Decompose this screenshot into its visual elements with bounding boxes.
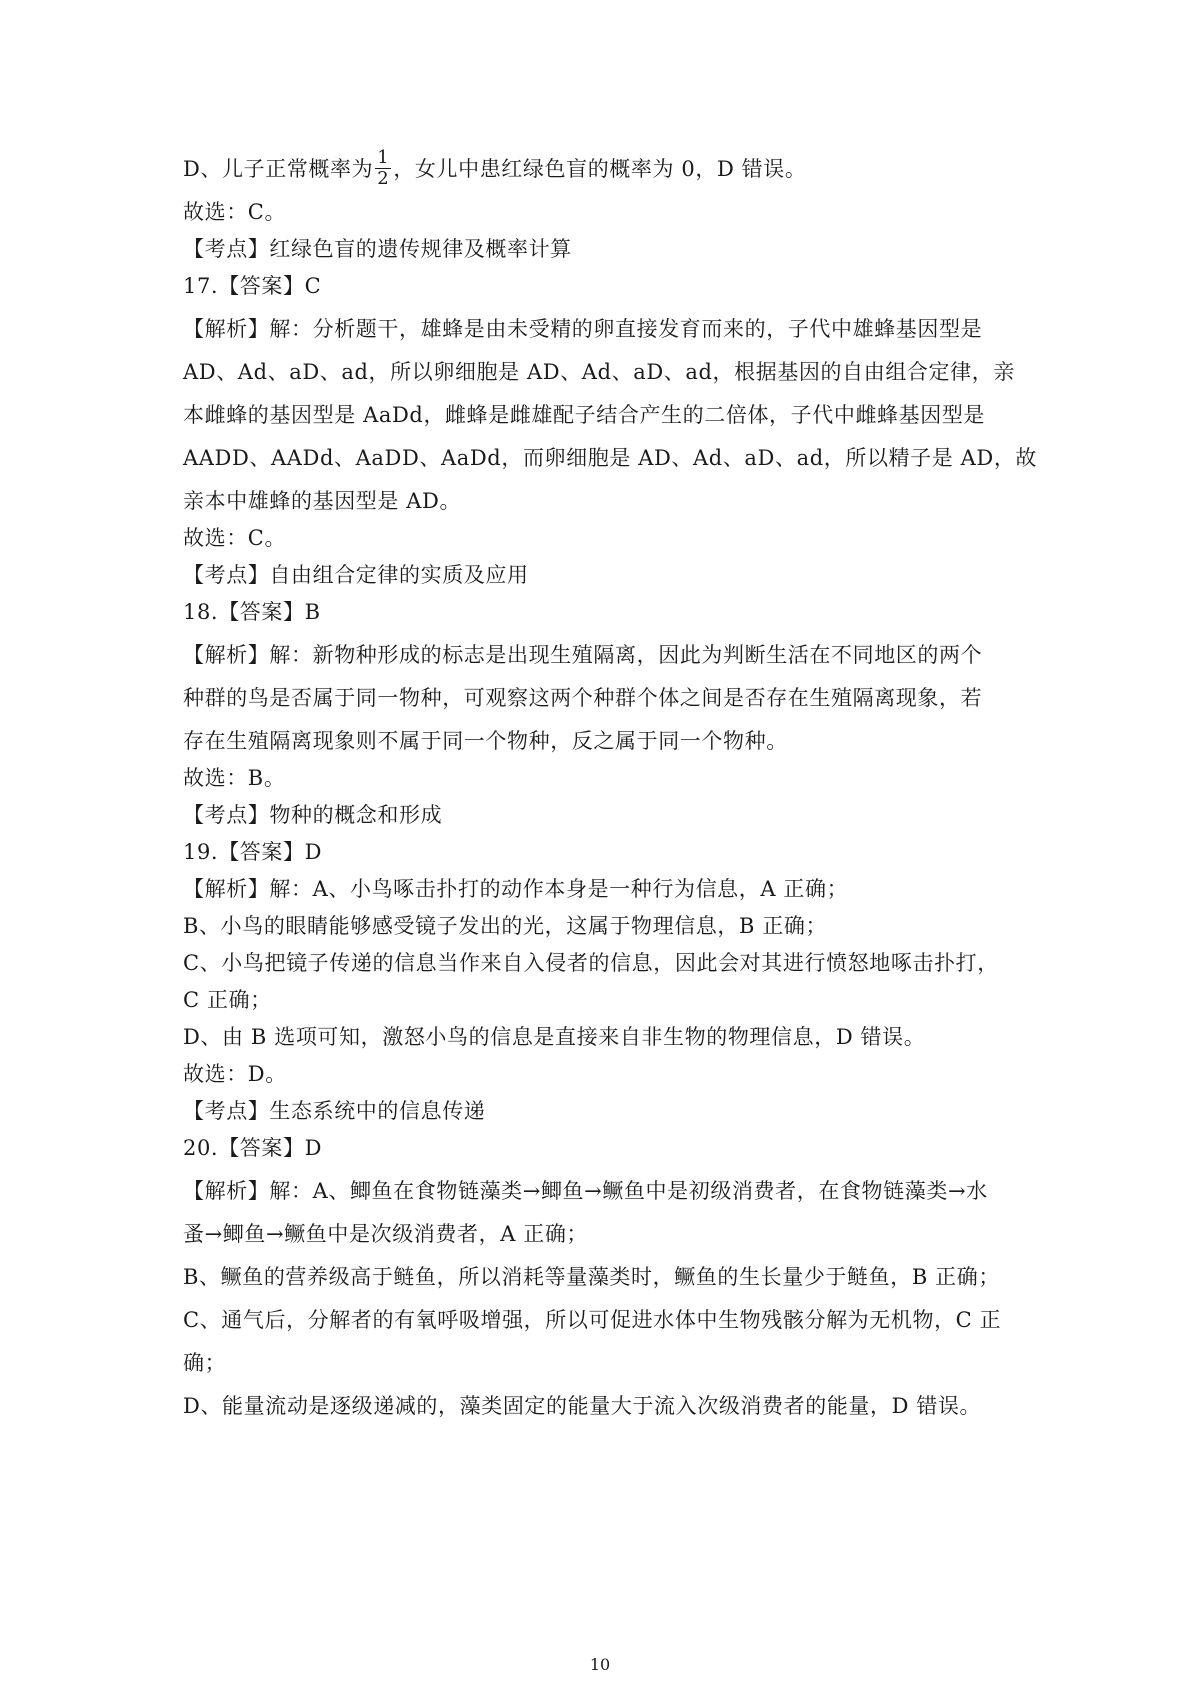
q19-analysis-line: C 正确； [183, 988, 272, 1012]
q19-answer: 19.【答案】D [183, 840, 323, 864]
q17-analysis-line: 本雌蜂的基因型是 AaDd，雌蜂是雌雄配子结合产生的二倍体，子代中雌蜂基因型是 [183, 403, 986, 427]
document-body [183, 147, 1038, 1421]
q18-analysis-line: 种群的鸟是否属于同一物种，可观察这两个种群个体之间是否存在生殖隔离现象，若 [183, 686, 983, 710]
q19-topic: 【考点】生态系统中的信息传递 [183, 1099, 486, 1123]
q17-topic: 【考点】自由组合定律的实质及应用 [183, 563, 529, 587]
q20-answer: 20.【答案】D [183, 1136, 323, 1160]
page-number: 10 [589, 1655, 611, 1674]
q19-choice: 故选：D。 [183, 1062, 287, 1086]
q17-choice: 故选：C。 [183, 526, 287, 550]
q17-analysis-line: AADD、AADd、AaDD、AaDd，而卵细胞是 AD、Ad、aD、ad，所以精子是 AD，故 [183, 446, 1038, 470]
fraction-denominator: 2 [377, 168, 390, 189]
q20-analysis-line: 蚤→鲫鱼→鳜鱼中是次级消费者，A 正确； [183, 1222, 589, 1246]
q17-answer: 17.【答案】C [183, 274, 322, 298]
q18-topic: 【考点】物种的概念和形成 [183, 803, 443, 827]
q18-answer: 18.【答案】B [183, 600, 321, 624]
fraction-one-half [375, 148, 391, 189]
q19-analysis-line: 【解析】解：A、小鸟啄击扑打的动作本身是一种行为信息，A 正确； [183, 877, 849, 901]
q17-analysis-line: 亲本中雄蜂的基因型是 AD。 [183, 489, 462, 513]
q19-analysis-line: D、由 B 选项可知，激怒小鸟的信息是直接来自非生物的物理信息，D 错误。 [183, 1025, 926, 1049]
q18-analysis-line: 【解析】解：新物种形成的标志是出现生殖隔离，因此为判断生活在不同地区的两个 [183, 643, 983, 667]
q16-option-d-line [183, 147, 1033, 189]
q16-choice: 故选：C。 [183, 200, 287, 224]
q19-analysis-line: B、小鸟的眼睛能够感受镜子发出的光，这属于物理信息，B 正确； [183, 914, 828, 938]
q17-analysis-line: 【解析】解：分析题干，雄蜂是由未受精的卵直接发育而来的，子代中雄蜂基因型是 [183, 317, 983, 341]
fraction-numerator: 1 [377, 147, 390, 168]
q20-analysis-line: B、鳜鱼的营养级高于鲢鱼，所以消耗等量藻类时，鳜鱼的生长量少于鲢鱼，B 正确； [183, 1265, 1000, 1289]
q20-analysis-line: 【解析】解：A、鲫鱼在食物链藻类→鲫鱼→鳜鱼中是初级消费者，在食物链藻类→水 [183, 1179, 988, 1203]
q20-analysis-line: D、能量流动是逐级递减的，藻类固定的能量大于流入次级消费者的能量，D 错误。 [183, 1394, 982, 1418]
q16-option-d-prefix: D、儿子正常概率为 [183, 157, 374, 181]
q16-topic: 【考点】红绿色盲的遗传规律及概率计算 [183, 237, 572, 261]
q16-option-d-suffix: ，女儿中患红绿色盲的概率为 0，D 错误。 [393, 157, 807, 181]
q20-analysis-line: C、通气后，分解者的有氧呼吸增强，所以可促进水体中生物残骸分解为无机物，C 正 [183, 1308, 1002, 1332]
q20-analysis-line: 确； [183, 1351, 227, 1375]
q17-analysis-line: AD、Ad、aD、ad，所以卵细胞是 AD、Ad、aD、ad，根据基因的自由组合定律，亲 [183, 360, 1015, 384]
q19-analysis-line: C、小鸟把镜子传递的信息当作来自入侵者的信息，因此会对其进行愤怒地啄击扑打， [183, 951, 999, 975]
q18-analysis-line: 存在生殖隔离现象则不属于同一个物种，反之属于同一个物种。 [183, 729, 788, 753]
q18-choice: 故选：B。 [183, 766, 286, 790]
